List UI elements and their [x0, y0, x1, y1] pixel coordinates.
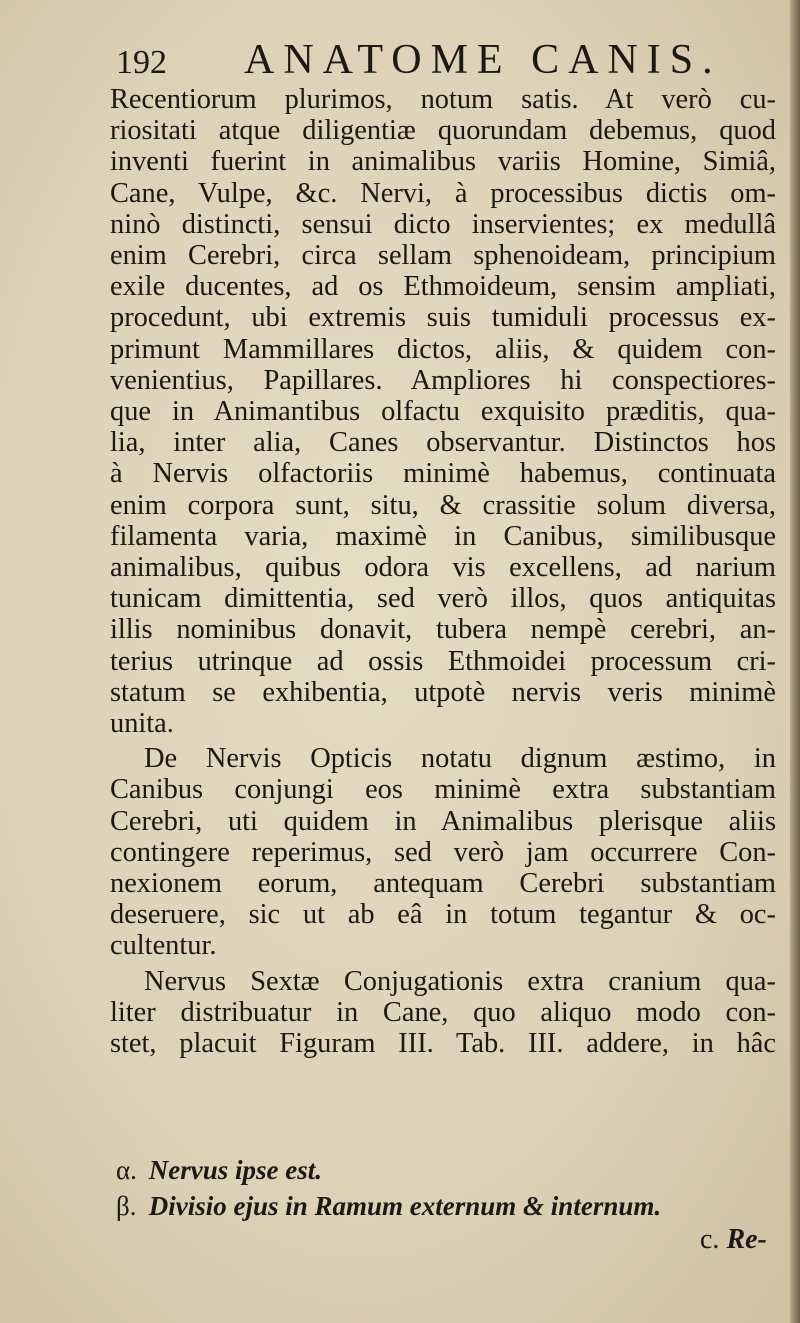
text-line: contingere reperimus, sed verò jam occurrere Con- [110, 836, 776, 868]
body-text [110, 84, 776, 1059]
text-line: cultentur. [110, 930, 217, 962]
text-line: lia, inter alia, Canes observantur. Distinctos hos [110, 427, 776, 459]
text-line: liter distribuatur in Cane, quo aliquo modo con- [110, 996, 776, 1028]
legend-text: Nervus ipse est. [148, 1155, 322, 1185]
text-line: De Nervis Opticis notatu dignum æstimo, in [144, 743, 776, 775]
text-line: illis nominibus donavit, tubera nempè cerebri, an- [110, 614, 776, 646]
text-line: procedunt, ubi extremis suis tumiduli processus ex- [110, 302, 776, 334]
text-line: Canibus conjungi eos minimè extra substantiam [110, 774, 776, 806]
text-line: filamenta varia, maximè in Canibus, similibusque [110, 520, 776, 552]
text-line: exile ducentes, ad os Ethmoideum, sensim ampliati, [110, 271, 776, 303]
page-header [116, 36, 776, 86]
page-number: 192 [116, 44, 167, 81]
text-line: terius utrinque ad ossis Ethmoidei processum cri- [110, 645, 776, 677]
text-line: à Nervis olfactoriis minimè habemus, continuata [110, 458, 776, 490]
catchword-word: Re- [726, 1224, 767, 1255]
text-line: Nervus Sextæ Conjugationis extra cranium qua- [144, 965, 776, 997]
text-line: statum se exhibentia, utpotè nervis veris minimè [110, 676, 776, 708]
legend-symbol: β. [116, 1191, 137, 1221]
text-line: nexionem eorum, antequam Cerebri substantiam [110, 868, 776, 900]
text-line: venientius, Papillares. Ampliores hi conspectiores- [110, 364, 776, 396]
legend-symbol: α. [116, 1155, 137, 1185]
text-line: enim Cerebri, circa sellam sphenoideam, principium [110, 240, 776, 272]
text-line: inventi fuerint in animalibus variis Homine, Simiâ, [110, 146, 776, 178]
figure-legend [116, 1152, 776, 1224]
text-line: primunt Mammillares dictos, aliis, & quidem con- [110, 333, 776, 365]
text-line: que in Animantibus olfactu exquisito præditis, qua- [110, 396, 776, 428]
catchword-prefix: c. [700, 1224, 720, 1255]
text-line: stet, placuit Figuram III. Tab. III. addere, in hâc [110, 1028, 776, 1060]
legend-item [116, 1152, 776, 1188]
text-line: Cane, Vulpe, &c. Nervi, à processibus dictis om- [110, 177, 776, 209]
text-line: Cerebri, uti quidem in Animalibus plerisque aliis [110, 805, 776, 837]
catchword [700, 1224, 767, 1256]
text-line: Recentiorum plurimos, notum satis. At verò cu- [110, 84, 776, 115]
text-line: riositati atque diligentiæ quorundam debemus, quod [110, 115, 776, 147]
running-title: ANATOME CANIS. [244, 37, 722, 83]
text-line: tunicam dimittentia, sed verò illos, quos antiquitas [110, 583, 776, 615]
legend-item [116, 1188, 776, 1224]
text-line: ninò distincti, sensui dicto inservientes; ex medullâ [110, 208, 776, 240]
text-line: enim corpora sunt, situ, & crassitie solum diversa, [110, 489, 776, 521]
text-line: animalibus, quibus odora vis excellens, ad narium [110, 552, 776, 584]
page-edge-shadow [790, 0, 800, 1323]
text-line: unita. [110, 708, 174, 740]
legend-text: Divisio ejus in Ramum externum & internum. [148, 1191, 662, 1221]
text-line: deseruere, sic ut ab eâ in totum tegantur & oc- [110, 899, 776, 931]
